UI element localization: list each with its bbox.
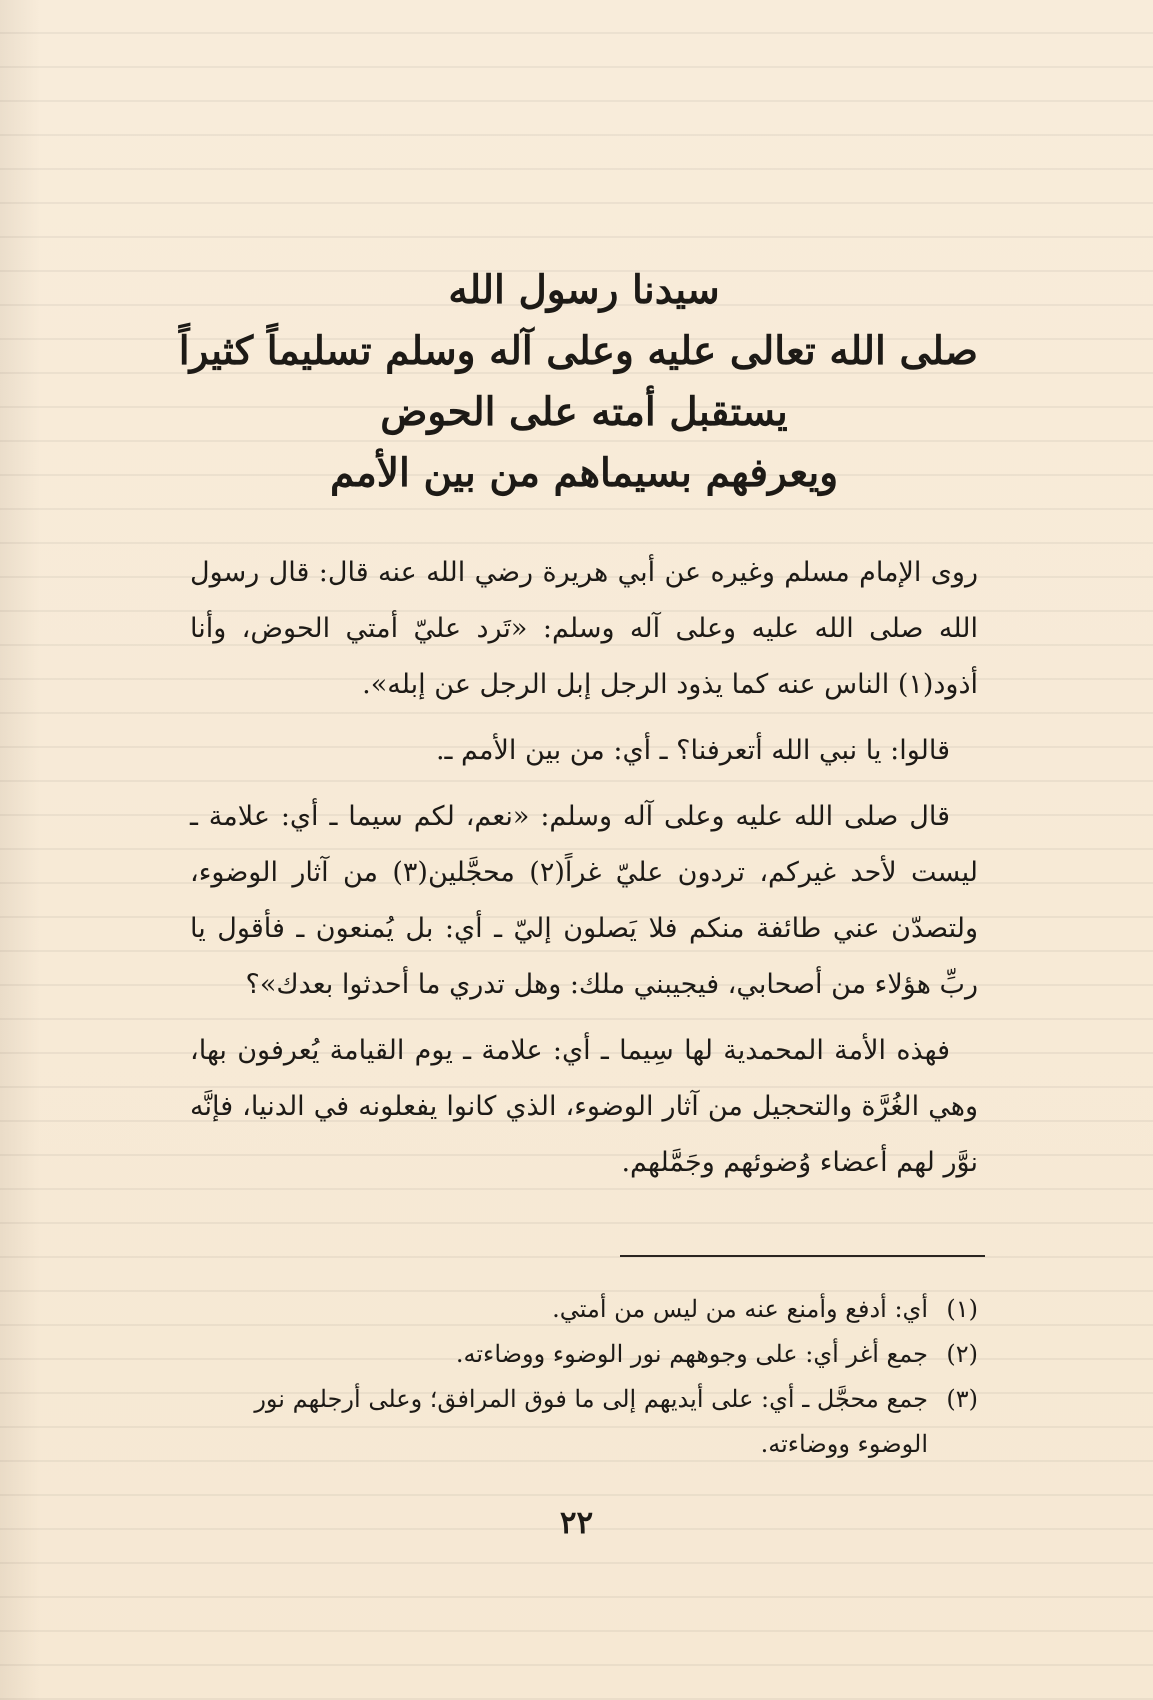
footnote-text: أي: أدفع وأمنع عنه من ليس من أمتي. — [552, 1295, 928, 1323]
page-number: ٢٢ — [559, 1505, 594, 1541]
chapter-heading — [178, 260, 978, 504]
heading-line-4: ويعرفهم بسيماهم من بين الأمم — [329, 450, 839, 496]
heading-line-3: يستقبل أمته على الحوض — [380, 389, 788, 435]
footnote-divider — [620, 1255, 985, 1257]
footnote-3 — [190, 1377, 978, 1467]
heading-line-2: صلى الله تعالى عليه وعلى آله وسلم تسليماً كثيراً — [178, 328, 978, 374]
footnote-1 — [190, 1287, 978, 1332]
paragraph-1: روى الإمام مسلم وغيره عن أبي هريرة رضي الله عنه قال: قال رسول الله صلى الله عليه وعلى آله وسلم: «تَرد عليّ أمتي الحوض، وأنا أذود(١) الناس عنه كما يذود الرجل إبل الرجل عن إبله». — [190, 557, 978, 700]
footnote-text: جمع محجَّل ـ أي: على أيديهم إلى ما فوق المرافق؛ وعلى أرجلهم نور الوضوء ووضاءته. — [254, 1385, 928, 1458]
main-text — [190, 545, 978, 1201]
heading-line-1: سيدنا رسول الله — [448, 267, 720, 313]
paragraph-3: قال صلى الله عليه وعلى آله وسلم: «نعم، لكم سيما ـ أي: علامة ـ ليست لأحد غيركم، تردون عليّ غراً(٢) محجَّلين(٣) من آثار الوضوء، ولتصدّن عني طائفة منكم فلا يَصلون إليّ ـ أي: بل يُمنعون ـ فأقول يا ربِّ هؤلاء من أصحابي، فيجيبني ملك: وهل تدري ما أحدثوا بعدك»؟ — [190, 801, 978, 1000]
paragraph-4: فهذه الأمة المحمدية لها سِيما ـ أي: علامة ـ يوم القيامة يُعرفون بها، وهي الغُرَّة والتحجيل من آثار الوضوء، الذي كانوا يفعلونه في الدنيا، فإنَّه نوَّر لهم أعضاء وُضوئهم وجَمَّلهم. — [190, 1035, 978, 1178]
footnotes — [190, 1287, 978, 1467]
footnote-text: جمع أغر أي: على وجوههم نور الوضوء ووضاءته. — [455, 1340, 928, 1368]
paragraph-2: قالوا: يا نبي الله أتعرفنا؟ ـ أي: من بين الأمم ـ. — [435, 735, 950, 766]
footnote-number: (٣) — [946, 1385, 978, 1413]
footnote-number: (٢) — [946, 1340, 978, 1368]
footnote-number: (١) — [946, 1295, 978, 1323]
footnote-2 — [190, 1332, 978, 1377]
